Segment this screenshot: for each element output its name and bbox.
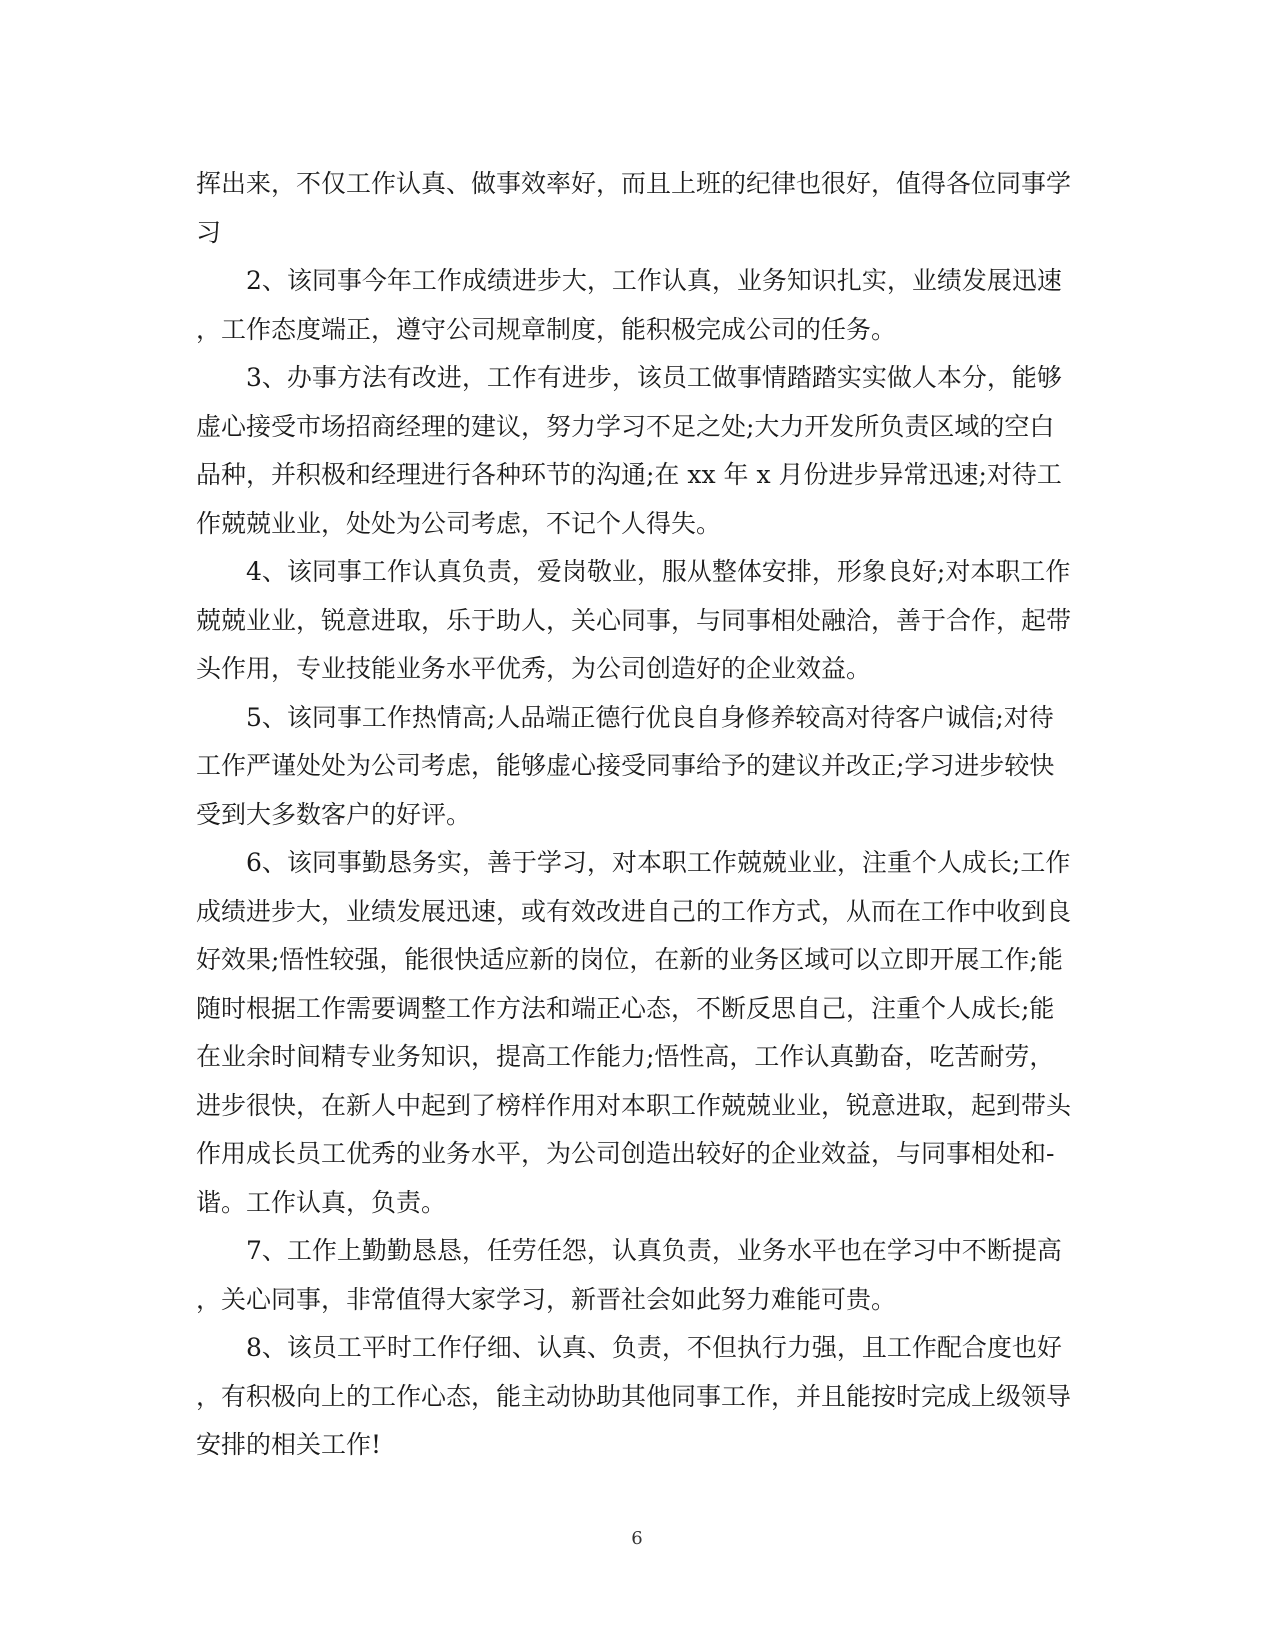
paragraph [196,354,1080,548]
paragraph-line: 作兢兢业业，处处为公司考虑，不记个人得失。 [196,508,722,538]
paragraph [196,1227,1080,1324]
paragraph-line: 安排的相关工作! [196,1430,382,1459]
paragraph [196,1324,1080,1470]
paragraph-line: 兢兢业业，锐意进取，乐于助人，关心同事，与同事相处融洽，善于合作，起带 [196,605,1072,635]
paragraph-line: 2、该同事今年工作成绩进步大，工作认真，业务知识扎实，业绩发展迅速 [246,266,1062,295]
paragraph-line: 受到大多数客户的好评。 [196,799,472,829]
paragraph-line: 虚心接受市场招商经理的建议，努力学习不足之处;大力开发所负责区域的空白 [196,411,1055,441]
paragraph-line: 5、该同事工作热情高;人品端正德行优良自身修养较高对待客户诚信;对待 [246,702,1054,732]
paragraph-line: 谐。工作认真，负责。 [196,1187,447,1217]
paragraph-line: 挥出来，不仅工作认真、做事效率好，而且上班的纪律也很好，值得各位同事学 [196,169,1072,198]
paragraph [196,257,1080,354]
paragraph [196,160,1080,257]
paragraph-line: 工作严谨处处为公司考虑，能够虚心接受同事给予的建议并改正;学习进步较快 [196,751,1055,780]
paragraph-line: 4、该同事工作认真负责，爱岗敬业，服从整体安排，形象良好;对本职工作 [246,557,1071,586]
paragraph-line: 习 [196,217,222,247]
paragraph-line: 作用成长员工优秀的业务水平，为公司创造出较好的企业效益，与同事相处和- [196,1139,1055,1168]
paragraph-line: 3、办事方法有改进，工作有进步，该员工做事情踏踏实实做人本分，能够 [246,363,1062,392]
paragraph-line: 头作用，专业技能业务水平优秀，为公司创造好的企业效益。 [196,654,872,683]
paragraph-line: ，关心同事，非常值得大家学习，新晋社会如此努力难能可贵。 [196,1284,897,1314]
page-number: 6 [631,1528,643,1549]
paragraph [196,694,1080,840]
paragraph-line: 成绩进步大，业绩发展迅速，或有效改进自己的工作方式，从而在工作中收到良 [196,896,1072,926]
paragraph [196,839,1080,1227]
paragraph-line: 8、该员工平时工作仔细、认真、负责，不但执行力强，且工作配合度也好 [246,1333,1062,1362]
paragraph-line: 在业余时间精专业务知识，提高工作能力;悟性高，工作认真勤奋，吃苦耐劳， [196,1042,1055,1071]
document-body [196,160,1080,1470]
paragraph-line: ，有积极向上的工作心态，能主动协助其他同事工作，并且能按时完成上级领导 [196,1381,1072,1411]
paragraph-line: ，工作态度端正，遵守公司规章制度，能积极完成公司的任务。 [196,314,897,344]
paragraph-line: 随时根据工作需要调整工作方法和端正心态，不断反思自己，注重个人成长;能 [196,993,1055,1023]
paragraph [196,548,1080,694]
paragraph-line: 品种，并积极和经理进行各种环节的沟通;在 xx 年 x 月份进步异常迅速;对待工 [196,460,1062,489]
paragraph-line: 好效果;悟性较强，能很快适应新的岗位，在新的业务区域可以立即开展工作;能 [196,945,1063,974]
paragraph-line: 7、工作上勤勤恳恳，任劳任怨，认真负责，业务水平也在学习中不断提高 [246,1236,1062,1265]
paragraph-line: 6、该同事勤恳务实，善于学习，对本职工作兢兢业业，注重个人成长;工作 [246,848,1071,877]
paragraph-line: 进步很快，在新人中起到了榜样作用对本职工作兢兢业业，锐意进取，起到带头 [196,1090,1072,1120]
